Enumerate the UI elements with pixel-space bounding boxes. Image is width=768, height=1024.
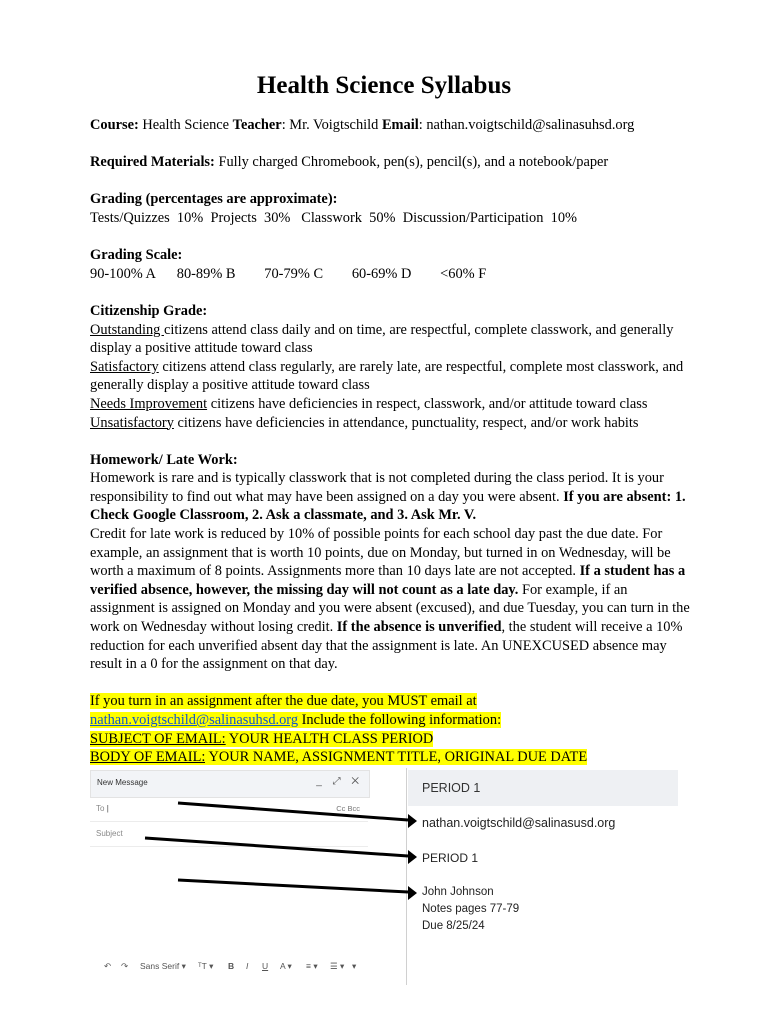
homework-p1-bold: If you are absent: 1. Check Google Classroom, 2. Ask a classmate, and 3. Ask Mr. V. [90, 488, 686, 524]
pointer-arrows [90, 770, 680, 985]
unsatisfactory-desc: citizens have deficiencies in attendance, punctuality, respect, and/or work habits [173, 414, 639, 431]
arrow-to-head [408, 814, 417, 828]
more-options-icon[interactable]: ▾ [352, 961, 357, 971]
homework-p2-bold2: If the absence is unverified [336, 619, 502, 636]
email-value: : nathan.voigtschild@salinasuhsd.org [418, 117, 635, 133]
email-instr-line1: If you turn in an assignment after the due date, you MUST email at [90, 693, 477, 710]
materials-label: Required Materials: [90, 154, 215, 171]
satisfactory-term: Satisfactory [90, 358, 159, 375]
citizenship-outstanding [90, 321, 690, 358]
materials-line [90, 153, 690, 172]
email-instr-line2: Include the following information: [298, 712, 502, 728]
body-value: YOUR NAME, ASSIGNMENT TITLE, ORIGINAL DUE DATE [205, 749, 588, 766]
italic-icon[interactable]: I [246, 961, 249, 971]
example-body-title: Notes pages 77-79 [422, 903, 520, 915]
period-header-text: PERIOD 1 [422, 781, 481, 795]
scale-heading: Grading Scale: [90, 247, 183, 264]
list-icon[interactable]: ☰ ▾ [330, 961, 345, 971]
page-title: Health Science Syllabus [256, 72, 512, 99]
needs-improvement-term: Needs Improvement [90, 395, 208, 412]
citizenship-heading: Citizenship Grade: [90, 302, 208, 319]
example-subject-value: PERIOD 1 [422, 851, 479, 865]
arrow-body-line [178, 880, 408, 892]
arrow-to-line [178, 803, 408, 820]
window-controls-icon[interactable]: _ ⤢ ✕ [316, 776, 363, 787]
email-instructions [90, 692, 690, 766]
undo-icon[interactable]: ↶ [104, 961, 112, 971]
course-value: Health Science [138, 117, 233, 133]
email-example-image [90, 770, 680, 985]
homework-heading: Homework/ Late Work: [90, 451, 238, 468]
teacher-label: Teacher [232, 117, 282, 133]
unsatisfactory-term: Unsatisfactory [90, 414, 174, 431]
arrow-subject-head [408, 850, 417, 864]
example-body-name: John Johnson [422, 886, 494, 898]
citizenship-satisfactory [90, 358, 690, 395]
course-label: Course: [90, 117, 139, 133]
outstanding-term: Outstanding [90, 321, 164, 338]
to-label: To | [96, 804, 109, 813]
example-to-value: nathan.voigtschild@salinasusd.org [422, 816, 616, 830]
syllabus-body [90, 116, 690, 767]
teacher-value: : Mr. Voigtschild [281, 117, 382, 133]
grading-line: Tests/Quizzes 10% Projects 30% Classwork 50% Discussion/Participation 10% [90, 209, 578, 226]
body-label: BODY OF EMAIL: [90, 749, 206, 766]
font-size-icon[interactable]: ᵀT ▾ [198, 961, 214, 971]
homework-p2-bold1: If a student has a verified absence, however, the missing day will not count as a late day. [90, 563, 686, 598]
subject-value: YOUR HEALTH CLASS PERIOD [225, 730, 434, 747]
subject-label: SUBJECT OF EMAIL: [90, 730, 226, 747]
satisfactory-desc: citizens attend class regularly, are rarely late, are respectful, complete most classwork, and generally display a positive attitude toward class [90, 358, 684, 394]
example-body-due: Due 8/25/24 [422, 920, 485, 932]
materials-value: Fully charged Chromebook, pen(s), pencil(s), and a notebook/paper [214, 154, 609, 171]
align-icon[interactable]: ≡ ▾ [306, 961, 318, 971]
homework-p2-end: , the student will receive a 10% reduction for each unverified absent day that the assignment is late. An UNEXCUSED absence may result in a 0 for the assignment on that day. [90, 619, 683, 673]
email-label: Email [381, 117, 419, 133]
grading-heading: Grading (percentages are approximate): [90, 191, 338, 208]
citizenship-needs-improvement [90, 395, 690, 414]
redo-icon[interactable]: ↷ [121, 961, 129, 971]
font-select[interactable]: Sans Serif ▾ [140, 961, 186, 971]
arrow-subject-line [145, 838, 408, 856]
scale-line: 90-100% A 80-89% B 70-79% C 60-69% D <60% F [90, 265, 487, 282]
compose-title: New Message [97, 778, 148, 787]
bold-icon[interactable]: B [228, 961, 235, 971]
arrow-body-head [408, 886, 417, 900]
homework-p2-mid: For example, if an assignment is assigned on Monday and you were absent (excused), and due Tuesday, you can turn in the work on Wednesday without losing credit. [90, 581, 690, 636]
outstanding-desc: citizens attend class daily and on time, are respectful, complete classwork, and generally display a positive attitude toward class [90, 321, 674, 357]
homework-p1-text: Homework is rare and is typically classwork that is not completed during the class period. It is your responsibility to find out what may have been assigned on a day you were absent. [90, 470, 664, 505]
text-color-icon[interactable]: A ▾ [280, 961, 292, 971]
cc-bcc-button[interactable]: Cc Bcc [336, 804, 360, 813]
homework-paragraph-1 [90, 469, 690, 525]
course-line [90, 116, 690, 135]
needs-improvement-desc: citizens have deficiencies in respect, classwork, and/or attitude toward class [207, 395, 648, 412]
underline-icon[interactable]: U [262, 961, 269, 971]
homework-p2-text: Credit for late work is reduced by 10% of possible points for each school day past the due date. For example, an assignment that is worth 10 points, due on Monday, but turned in on Wednesday, will be worth a maximum of 8 points. Assignments more than 10 days late are not accepted. [90, 526, 671, 580]
homework-paragraph-2 [90, 525, 690, 674]
citizenship-unsatisfactory [90, 414, 690, 433]
subject-field-label: Subject [96, 829, 123, 838]
teacher-email-link[interactable]: nathan.voigtschild@salinasuhsd.org [90, 712, 299, 728]
